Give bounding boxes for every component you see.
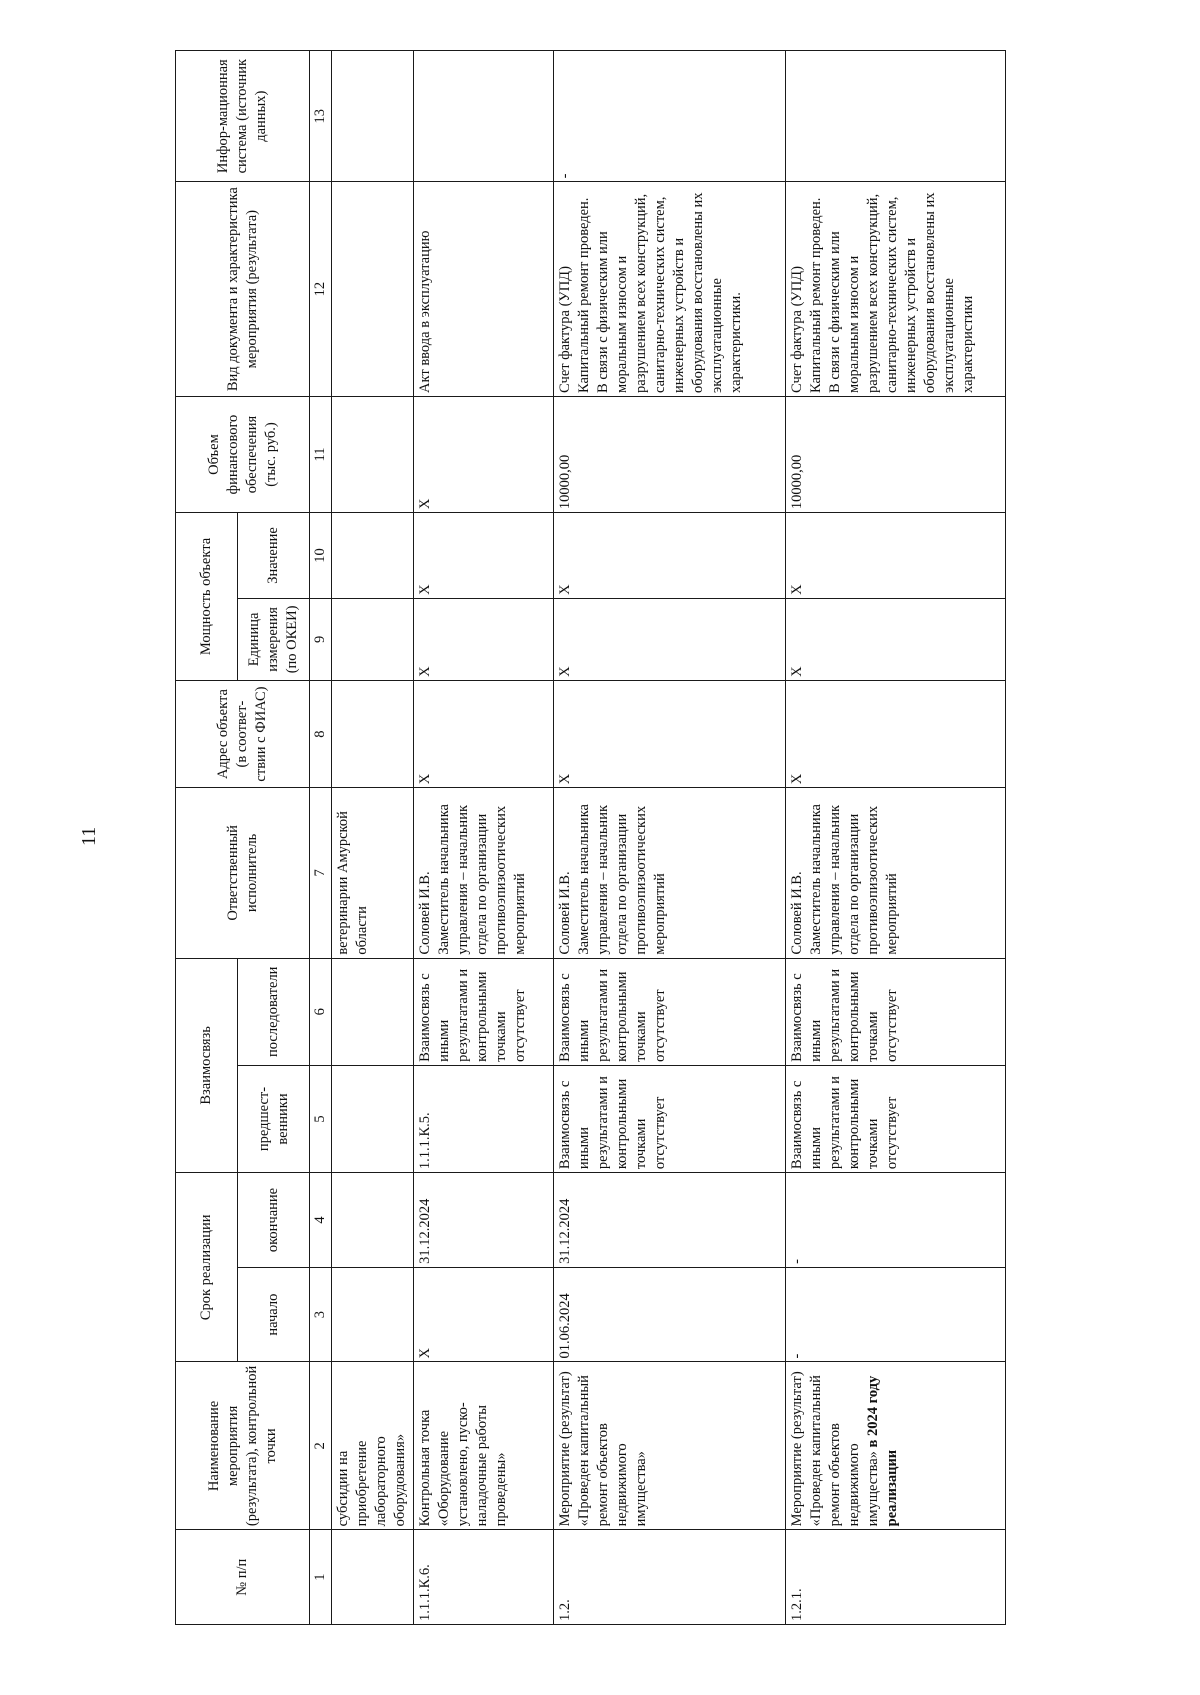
row-unit — [332, 598, 414, 680]
header-address: Адрес объекта (в соответ-ствии с ФИАС) — [176, 680, 310, 787]
row-unit: X — [414, 598, 554, 680]
col-number: 11 — [310, 396, 332, 512]
row-start: 01.06.2024 — [554, 1267, 786, 1362]
table-row — [554, 51, 786, 1625]
col-number: 13 — [310, 51, 332, 182]
row-info — [332, 51, 414, 182]
row-address: X — [786, 680, 1006, 787]
table-row — [332, 51, 414, 1625]
col-number: 4 — [310, 1173, 332, 1268]
page-number: 11 — [78, 826, 100, 846]
row-pred: Взаимосвязь с иными результатами и контрольными точками отсутствует — [554, 1065, 786, 1172]
row-financing: 10000,00 — [554, 396, 786, 512]
row-num: 1.2. — [554, 1530, 786, 1625]
table-row — [414, 51, 554, 1625]
row-start: - — [786, 1267, 1006, 1362]
row-succ: Взаимосвязь с иными результатами и контрольными точками отсутствует — [414, 958, 554, 1065]
row-name: Мероприятие (результат) «Проведен капитальный ремонт объектов недвижимого имущества» в 2024 году реализации — [786, 1362, 1006, 1530]
row-value: X — [414, 513, 554, 599]
row-succ: Взаимосвязь с иными результатами и контрольными точками отсутствует — [786, 958, 1006, 1065]
header-capacity-value: Значение — [238, 513, 310, 599]
row-info: - — [554, 51, 786, 182]
row-document: Акт ввода в эксплуатацию — [414, 182, 554, 397]
col-number: 1 — [310, 1530, 332, 1625]
row-succ — [332, 958, 414, 1065]
row-num: 1.1.1.К.6. — [414, 1530, 554, 1625]
row-unit: X — [554, 598, 786, 680]
row-num — [332, 1530, 414, 1625]
row-end: - — [786, 1173, 1006, 1268]
column-number-row — [310, 51, 332, 1625]
header-term-start: начало — [238, 1267, 310, 1362]
col-number: 9 — [310, 598, 332, 680]
row-name: Мероприятие (результат) «Проведен капитальный ремонт объектов недвижимого имущества» — [554, 1362, 786, 1530]
row-pred — [332, 1065, 414, 1172]
row-start — [332, 1267, 414, 1362]
header-term: Срок реализации — [176, 1173, 238, 1362]
row-address — [332, 680, 414, 787]
row-financing: 10000,00 — [786, 396, 1006, 512]
rotated-table-container — [175, 50, 1092, 1625]
row-value: X — [786, 513, 1006, 599]
row-pred: Взаимосвязь с иными результатами и контрольными точками отсутствует — [786, 1065, 1006, 1172]
header-row-1 — [176, 51, 238, 1625]
col-number: 3 — [310, 1267, 332, 1362]
row-end — [332, 1173, 414, 1268]
col-number: 2 — [310, 1362, 332, 1530]
row-document: Счет фактура (УПД) Капитальный ремонт проведен. В связи с физическим или моральным износом и разрушением всех конструкций, санитарно-технических систем, инженерных устройств и оборудования восстановлены их эксплуатационные характеристики. — [554, 182, 786, 397]
row-responsible: Соловей И.В. Заместитель начальника управления – начальник отдела по организации противоэпизоотических мероприятий — [554, 788, 786, 958]
row-num: 1.2.1. — [786, 1530, 1006, 1625]
header-name: Наименование мероприятия (результата), контрольной точки — [176, 1362, 310, 1530]
row-address: X — [414, 680, 554, 787]
row-financing — [332, 396, 414, 512]
row-document: Счет фактура (УПД) Капитальный ремонт проведен. В связи с физическим или моральным износом и разрушением всех конструкций, санитарно-технических систем, инженерных устройств и оборудования восстановлены их эксплуатационные характеристики — [786, 182, 1006, 397]
col-number: 12 — [310, 182, 332, 397]
row-unit: X — [786, 598, 1006, 680]
row-financing: X — [414, 396, 554, 512]
row-start: X — [414, 1267, 554, 1362]
header-capacity: Мощность объекта — [176, 513, 238, 681]
row-pred: 1.1.1.К.5. — [414, 1065, 554, 1172]
header-num: № п/п — [176, 1530, 310, 1625]
row-responsible: ветеринарии Амурской области — [332, 788, 414, 958]
row-end: 31.12.2024 — [414, 1173, 554, 1268]
row-value — [332, 513, 414, 599]
row-responsible: Соловей И.В. Заместитель начальника управления – начальник отдела по организации противоэпизоотических мероприятий — [414, 788, 554, 958]
row-info — [786, 51, 1006, 182]
row-end: 31.12.2024 — [554, 1173, 786, 1268]
header-link-pred: предшест-венники — [238, 1065, 310, 1172]
table-row — [786, 51, 1006, 1625]
plan-table — [175, 50, 1006, 1625]
row-info — [414, 51, 554, 182]
row-document — [332, 182, 414, 397]
header-info-system: Инфор-мационная система (источник данных) — [176, 51, 310, 182]
row-name: Контрольная точка «Оборудование установлено, пуско-наладочные работы проведены» — [414, 1362, 554, 1530]
col-number: 6 — [310, 958, 332, 1065]
col-number: 7 — [310, 788, 332, 958]
header-financing: Объем финансового обеспечения (тыс. руб.) — [176, 396, 310, 512]
header-link-succ: последователи — [238, 958, 310, 1065]
col-number: 8 — [310, 680, 332, 787]
header-responsible: Ответственный исполнитель — [176, 788, 310, 958]
row-value: X — [554, 513, 786, 599]
header-term-end: окончание — [238, 1173, 310, 1268]
row-succ: Взаимосвязь с иными результатами и контрольными точками отсутствует — [554, 958, 786, 1065]
col-number: 10 — [310, 513, 332, 599]
row-name: субсидии на приобретение лабораторного оборудования» — [332, 1362, 414, 1530]
row-responsible: Соловей И.В. Заместитель начальника управления – начальник отдела по организации противоэпизоотических мероприятий — [786, 788, 1006, 958]
header-capacity-unit: Единица измерения (по ОКЕИ) — [238, 598, 310, 680]
header-document: Вид документа и характеристика мероприятия (результата) — [176, 182, 310, 397]
header-link: Взаимосвязь — [176, 958, 238, 1173]
row-address: X — [554, 680, 786, 787]
col-number: 5 — [310, 1065, 332, 1172]
